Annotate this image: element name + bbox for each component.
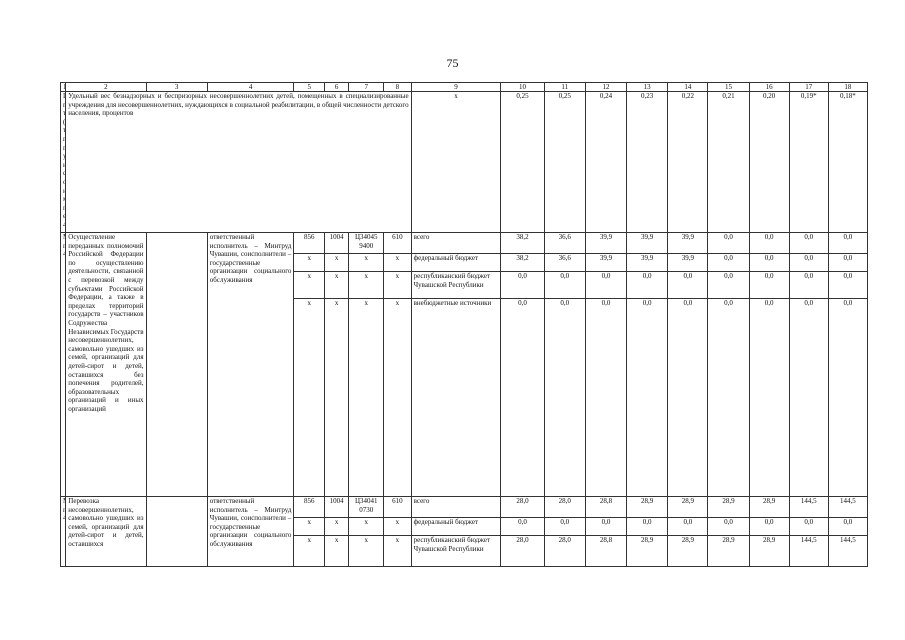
value-cell: 0,0 — [501, 272, 544, 299]
code-cell: x — [384, 272, 411, 299]
value-cell: 0,0 — [585, 272, 626, 299]
value-cell: 0,0 — [668, 272, 708, 299]
indicator-label: т ( т г — [61, 92, 66, 233]
funding-source: республиканский бюджет Чувашской Республики — [411, 536, 501, 567]
header-cell: 9 — [411, 83, 501, 92]
code-cell: x — [325, 518, 349, 536]
indicator-value: 0,21 — [708, 92, 749, 233]
code-cell: 610 — [384, 497, 411, 518]
indicator-value: 0,22 — [668, 92, 708, 233]
code-cell: x — [349, 518, 384, 536]
code-cell: x — [384, 518, 411, 536]
header-cell: 7 — [349, 83, 384, 92]
measure-responsible: ответственный исполнитель – Минтруд Чувашии, соисполнители – государственные организации социального обслуживания — [207, 233, 294, 497]
value-cell: 0,0 — [828, 518, 867, 536]
measure-name: Осуществление переданных полномочий Российской Федерации по осуществлению деятельности, связанной с перевозкой между субъектами Российской Федерации, а также в пределах территорий государств – участников Содружества Независимых Государств несовершеннолетних, самовольно ушедших из семей, организаций для детей-сирот и детей, оставшихся без попечения родителей, образовательных организаций и иных организаций — [66, 233, 146, 497]
measure-responsible: ответственный исполнитель – Минтруд Чувашии, соисполнители – государственные организации социального обслуживания — [207, 497, 294, 567]
code-cell: x — [294, 518, 325, 536]
header-cell: 3 — [146, 83, 207, 92]
value-cell: 28,9 — [708, 536, 749, 567]
indicator-value: 0,20 — [749, 92, 789, 233]
header-cell: 16 — [749, 83, 789, 92]
indicator-value: 0,25 — [501, 92, 544, 233]
value-cell: 144,5 — [789, 497, 828, 518]
indicator-x: x — [411, 92, 501, 233]
code-cell: x — [349, 254, 384, 272]
value-cell: 0,0 — [828, 299, 867, 497]
code-cell: x — [349, 272, 384, 299]
value-cell: 28,0 — [544, 497, 585, 518]
value-cell: 28,0 — [501, 536, 544, 567]
measure-row — [61, 497, 868, 518]
value-cell: 28,9 — [668, 536, 708, 567]
code-cell: x — [349, 299, 384, 497]
value-cell: 0,0 — [544, 299, 585, 497]
value-cell: 36,6 — [544, 254, 585, 272]
code-cell: 1004 — [325, 233, 349, 254]
value-cell: 0,0 — [668, 299, 708, 497]
funding-source: всего — [411, 233, 501, 254]
code-cell: x — [294, 272, 325, 299]
header-cell — [61, 83, 66, 92]
code-cell: x — [349, 536, 384, 567]
code-cell: Ц34041 0730 — [349, 497, 384, 518]
value-cell: 39,9 — [668, 233, 708, 254]
header-cell: 13 — [627, 83, 668, 92]
value-cell: 39,9 — [585, 233, 626, 254]
value-cell: 0,0 — [501, 299, 544, 497]
code-cell: x — [384, 299, 411, 497]
value-cell: 0,0 — [828, 254, 867, 272]
header-cell: 6 — [325, 83, 349, 92]
header-cell: 11 — [544, 83, 585, 92]
header-cell: 5 — [294, 83, 325, 92]
code-cell: 1004 — [325, 497, 349, 518]
code-cell: x — [325, 299, 349, 497]
measure-blank — [146, 233, 207, 497]
value-cell: 144,5 — [789, 536, 828, 567]
value-cell: 0,0 — [627, 272, 668, 299]
code-cell: x — [325, 254, 349, 272]
value-cell: 36,6 — [544, 233, 585, 254]
header-cell: 18 — [828, 83, 867, 92]
measure-row — [61, 233, 868, 254]
value-cell: 39,9 — [585, 254, 626, 272]
indicator-value: 0,19* — [789, 92, 828, 233]
header-cell: 10 — [501, 83, 544, 92]
value-cell: 0,0 — [708, 233, 749, 254]
value-cell: 0,0 — [501, 518, 544, 536]
value-cell: 0,0 — [708, 254, 749, 272]
value-cell: 28,9 — [627, 536, 668, 567]
measure-name: Перевозка несовершеннолетних, самовольно ушедших из семей, организаций для детей-сирот и детей, оставшихся — [66, 497, 146, 567]
value-cell: 0,0 — [749, 272, 789, 299]
value-cell: 38,2 — [501, 233, 544, 254]
value-cell: 28,9 — [749, 536, 789, 567]
value-cell: 0,0 — [789, 299, 828, 497]
value-cell: 0,0 — [749, 254, 789, 272]
value-cell: 39,9 — [627, 254, 668, 272]
value-cell: 144,5 — [828, 497, 867, 518]
value-cell: 0,0 — [627, 299, 668, 497]
header-cell: 4 — [207, 83, 294, 92]
value-cell: 0,0 — [708, 299, 749, 497]
program-table — [60, 82, 868, 567]
value-cell: 0,0 — [749, 233, 789, 254]
value-cell: 28,9 — [668, 497, 708, 518]
header-cell: 2 — [66, 83, 146, 92]
code-cell: Ц34045 9400 — [349, 233, 384, 254]
header-cell: 17 — [789, 83, 828, 92]
indicator-row — [61, 92, 868, 233]
value-cell: 0,0 — [544, 272, 585, 299]
value-cell: 0,0 — [789, 272, 828, 299]
value-cell: 28,8 — [585, 536, 626, 567]
value-cell: 28,8 — [585, 497, 626, 518]
value-cell: 28,9 — [627, 497, 668, 518]
value-cell: 0,0 — [749, 299, 789, 497]
value-cell: 144,5 — [828, 536, 867, 567]
funding-source: республиканский бюджет Чувашской Республики — [411, 272, 501, 299]
value-cell: 0,0 — [789, 254, 828, 272]
header-row — [61, 83, 868, 92]
table-body — [61, 83, 868, 567]
code-cell: x — [384, 536, 411, 567]
measure-blank — [146, 497, 207, 567]
header-cell: 15 — [708, 83, 749, 92]
value-cell: 28,0 — [544, 536, 585, 567]
code-cell: 856 — [294, 497, 325, 518]
page-number: 75 — [446, 56, 459, 70]
funding-source: федеральный бюджет — [411, 518, 501, 536]
value-cell: 0,0 — [708, 518, 749, 536]
indicator-value: 0,25 — [544, 92, 585, 233]
header-cell: 12 — [585, 83, 626, 92]
indicator-text: Удельный вес безнадзорных и беспризорных несовершеннолетних детей, помещенных в специализированные учреждения для несовершеннолетних, нуждающихся в социальной реабилитации, в общей численности детского населения, процентов — [66, 92, 411, 233]
value-cell: 0,0 — [627, 518, 668, 536]
value-cell: 0,0 — [668, 518, 708, 536]
code-cell: x — [294, 299, 325, 497]
code-cell: 610 — [384, 233, 411, 254]
funding-source: всего — [411, 497, 501, 518]
value-cell: 0,0 — [828, 272, 867, 299]
indicator-value: 0,23 — [627, 92, 668, 233]
value-cell: 28,9 — [749, 497, 789, 518]
value-cell: 39,9 — [627, 233, 668, 254]
header-cell: 8 — [384, 83, 411, 92]
code-cell: x — [294, 254, 325, 272]
value-cell: 0,0 — [585, 518, 626, 536]
value-cell: 0,0 — [708, 272, 749, 299]
value-cell: 39,9 — [668, 254, 708, 272]
funding-source: федеральный бюджет — [411, 254, 501, 272]
indicator-value: 0,24 — [585, 92, 626, 233]
code-cell: x — [294, 536, 325, 567]
value-cell: 0,0 — [828, 233, 867, 254]
value-cell: 0,0 — [789, 518, 828, 536]
value-cell: 28,0 — [501, 497, 544, 518]
value-cell: 0,0 — [585, 299, 626, 497]
code-cell: x — [384, 254, 411, 272]
header-cell: 14 — [668, 83, 708, 92]
funding-source: внебюджетные источники — [411, 299, 501, 497]
code-cell: x — [325, 536, 349, 567]
value-cell: 0,0 — [749, 518, 789, 536]
value-cell: 38,2 — [501, 254, 544, 272]
value-cell: 0,0 — [789, 233, 828, 254]
code-cell: x — [325, 272, 349, 299]
value-cell: 0,0 — [544, 518, 585, 536]
indicator-value: 0,18* — [828, 92, 867, 233]
code-cell: 856 — [294, 233, 325, 254]
value-cell: 28,9 — [708, 497, 749, 518]
